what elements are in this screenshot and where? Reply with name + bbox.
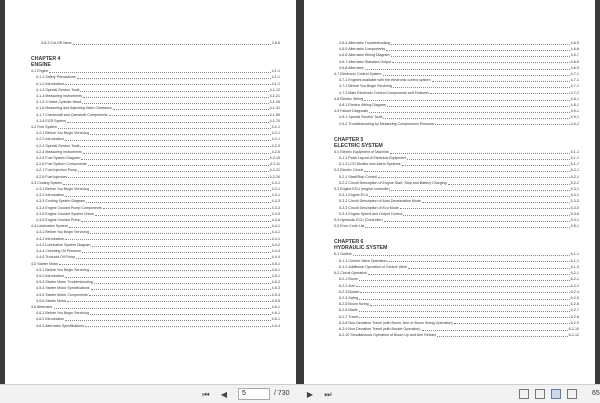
toc-entry-page: 4-7-1 xyxy=(570,78,579,83)
next-page-button[interactable]: ▶ xyxy=(306,390,314,399)
toc-dot-leader xyxy=(360,292,569,293)
toc-entry-page: 4-5-2 xyxy=(271,280,280,285)
toc-entry-title: 4-6-3 Alternator Specifications xyxy=(36,323,84,328)
toc-entry-title: 4-7-2 Before You Begin Servicing xyxy=(339,84,392,89)
toc-dot-leader xyxy=(65,84,270,85)
toc-dot-leader xyxy=(387,106,570,107)
toc-dot-leader xyxy=(86,202,270,203)
toc-dot-leader xyxy=(83,153,271,154)
chapter-heading: ENGINE xyxy=(31,62,51,69)
toc-dot-leader xyxy=(383,118,569,119)
toc-dot-leader xyxy=(78,171,268,172)
toc-entry-title: 6-2-10 Simultaneous Operation of Boom Up and Arm Retract xyxy=(339,333,436,338)
toc-dot-leader xyxy=(391,56,570,57)
toc-entry-title: 4-8-1 Electric Wiring Diagram xyxy=(339,103,386,108)
toc-entry-title: 4-2-3 Special Service Tools xyxy=(36,143,80,148)
toc-entry-page: 4-5-3 xyxy=(271,286,280,291)
toc-dot-leader xyxy=(89,295,271,296)
toc-entry-title: 6-1-1 Control Valve Operation xyxy=(339,258,387,263)
toc-entry-page: 4-5-5 xyxy=(271,298,280,303)
toc-dot-leader xyxy=(384,221,570,222)
toc-entry-title: 4-7-3 Main Electronic Control Components and Features xyxy=(339,90,430,95)
toc-entry-title: 3-6-3 Cut-Off Valve xyxy=(41,41,72,45)
toc-dot-leader xyxy=(54,308,271,309)
toc-dot-leader xyxy=(95,215,270,216)
toc-entry-page: 4-6-4 xyxy=(271,323,280,328)
toc-dot-leader xyxy=(353,255,570,256)
toc-dot-leader xyxy=(94,283,271,284)
toc-entry-title: 5-1-2 LCD Monitor and Alarm Systems xyxy=(339,162,401,167)
toc-entry-page: 5-1-1 xyxy=(570,156,579,161)
chapter-heading: ELECTRIC SYSTEM xyxy=(334,142,383,149)
toc-entry-title: 4-6-8 Alternator xyxy=(339,65,364,70)
toc-entry-title: 4-6 Alternator xyxy=(31,304,53,309)
toc-entry-title: 4-3-1 Before You Begin Servicing xyxy=(36,187,89,192)
toc-entry-title: 4-7-1 Engines available with the electronic control system xyxy=(339,78,431,83)
toc-entry-title: 4-6-6 Alternator Wiring Diagram xyxy=(339,53,390,58)
toc-entry-page: 4-5-1 xyxy=(271,261,280,266)
toc-entry-title: 4-4-4 Checking Oil Pressure xyxy=(36,249,82,254)
toc-entry-page: 4-7-1 xyxy=(570,84,579,89)
toc-dot-leader xyxy=(369,196,569,197)
toc-entry-page: 4-2-1 xyxy=(271,125,280,130)
toc-entry-page: 4-2-29 xyxy=(269,174,280,179)
zoom-level[interactable]: 65 xyxy=(592,390,600,397)
toc-entry-page: 4-6-5 xyxy=(570,41,579,45)
toc-dot-leader xyxy=(359,311,570,312)
toc-entry-page: 4-6-1 xyxy=(271,304,280,309)
toc-entry-title: 4-6-4 Alternator Troubleshooting xyxy=(339,41,391,45)
toc-entry-title: 4-1-8 EGR System xyxy=(36,118,67,123)
toc-dot-leader xyxy=(430,93,570,94)
toc-entry-page: 4-4-1 xyxy=(271,224,280,229)
grid-view-icon[interactable] xyxy=(567,389,577,399)
toc-entry-page: 4-4-2 xyxy=(271,242,280,247)
toc-dot-leader xyxy=(422,202,570,203)
toc-entry-title: 4-2-8 Fuel Injectors xyxy=(36,174,67,179)
toc-entry-title: 4-7 Electronic Control System xyxy=(334,72,382,77)
toc-dot-leader xyxy=(63,184,270,185)
toc-entry-page: 6-2-9 xyxy=(570,320,579,325)
toc-entry-title: 4-2-5 Fuel System Diagram xyxy=(36,156,80,161)
toc-entry[interactable] xyxy=(334,332,579,338)
toc-dot-leader xyxy=(65,196,270,197)
toc-entry-title: 4-1-6 Measuring and Adjusting Valve Clearance xyxy=(36,106,112,111)
toc-entry-page: 6-2-8 xyxy=(570,314,579,319)
toc-dot-leader xyxy=(49,72,270,73)
toc-entry-page: 6-2-6 xyxy=(570,302,579,307)
toc-entry-page: 4-3-5 xyxy=(271,211,280,216)
toc-entry-title: 4-4-3 Lubrication System Diagram xyxy=(36,242,91,247)
toc-entry-title: 4-4-5 Trochoid Oil Pump xyxy=(36,255,75,260)
toc-entry-page: 5-3-1 xyxy=(570,193,579,198)
toc-entry-title: 5-1 Electric Equipment of Machine xyxy=(334,149,389,154)
toc-dot-leader xyxy=(390,153,570,154)
toc-dot-leader xyxy=(69,227,271,228)
toc-entry-page: 4-1-1 xyxy=(271,69,280,74)
toc-page-right xyxy=(304,0,595,384)
toc-entry-title: 6-2-2 Arm xyxy=(339,283,355,288)
page-number-input[interactable]: 5 xyxy=(238,388,270,400)
toc-entry-page: 4-3-1 xyxy=(271,187,280,192)
toc-entry-page: 6-2-10 xyxy=(568,326,579,331)
toc-entry-page: 4-3-3 xyxy=(271,199,280,204)
toc-dot-leader xyxy=(76,258,271,259)
toc-dot-leader xyxy=(65,320,270,321)
toc-dot-leader xyxy=(65,277,270,278)
toc-dot-leader xyxy=(65,239,270,240)
page-total-label: / 730 xyxy=(274,390,290,397)
toc-entry-title: 5-3-2 Circuit Description of Auto Deceleration Mode xyxy=(339,199,421,204)
toc-entry-title: 6-2 Circuit Operation xyxy=(334,271,368,276)
toc-entry-title: 4-2 Fuel System xyxy=(31,125,58,130)
previous-page-button[interactable]: ◀ xyxy=(220,390,228,399)
toc-entry-page: 4-3-6 xyxy=(271,218,280,223)
toc-dot-leader xyxy=(67,301,270,302)
toc-dot-leader xyxy=(391,190,570,191)
toc-entry-page: 5-4-1 xyxy=(570,218,579,223)
viewer-toolbar xyxy=(0,384,600,403)
toc-entry-title: 5-2-1 Start/Stop Control xyxy=(339,174,377,179)
toc-dot-leader xyxy=(407,159,569,160)
toc-entry-title: 4-8 Electric Wiring xyxy=(334,96,364,101)
toc-dot-leader xyxy=(85,326,271,327)
toc-entry-title: 4-6-5 Alternator Components xyxy=(339,47,386,52)
toc-entry-title: 4-1-5 V-Valve Cylinder Head xyxy=(36,100,82,105)
toc-entry-page: 4-7-1 xyxy=(570,72,579,77)
toc-entry-title: 4-9-2 Troubleshooting by Measuring Compression Pressure xyxy=(339,121,435,126)
toc-entry-title: 4-3-5 Engine Coolant System Check xyxy=(36,211,95,216)
toc-dot-leader xyxy=(67,122,268,123)
toc-entry-title: 4-2-6 Fuel System Components xyxy=(36,162,87,167)
toc-entry-page: 4-1-21 xyxy=(269,94,280,99)
toc-entry-page: 4-3-1 xyxy=(271,193,280,198)
toc-dot-leader xyxy=(82,252,270,253)
toc-dot-leader xyxy=(383,75,570,76)
toc-entry-title: 4-3-2 Introduction xyxy=(36,193,65,198)
toc-entry-title: 6-1-2 Additional Operation of Control Valve xyxy=(339,264,408,269)
toc-entry-page: 5-3-6 xyxy=(570,211,579,216)
toc-entry-page: 6-2-5 xyxy=(570,295,579,300)
toc-entry-page: 4-5-1 xyxy=(271,273,280,278)
toc-dot-leader xyxy=(90,270,271,271)
toc-dot-leader xyxy=(369,112,570,113)
toc-dot-leader xyxy=(81,221,270,222)
toc-dot-leader xyxy=(80,91,268,92)
toc-dot-leader xyxy=(364,171,569,172)
toc-dot-leader xyxy=(365,69,570,70)
toc-entry-title: 4-5-1 Before You Begin Servicing xyxy=(36,267,89,272)
toc-entry[interactable] xyxy=(334,223,579,229)
toc-entry-title: 4-5-5 Starter Motor Components xyxy=(36,292,88,297)
toc-entry-page: 4-4-3 xyxy=(271,249,280,254)
toc-entry-title: 4-2-2 Introduction xyxy=(36,137,65,142)
scroll-view-icon[interactable] xyxy=(535,389,545,399)
toc-entry-title: 4-5-2 Introduction xyxy=(36,273,65,278)
toc-entry-page: 4-1-41 xyxy=(269,106,280,111)
toc-dot-leader xyxy=(370,305,570,306)
toc-entry-title: 5-5 Error Code List xyxy=(334,224,365,229)
toc-entry-title: 5-3-1 Engine ECU xyxy=(339,193,369,198)
toc-entry-page: 4-1-26 xyxy=(269,100,280,105)
toc-entry-page: 5-3-3 xyxy=(570,199,579,204)
toc-dot-leader xyxy=(83,97,269,98)
toc-entry[interactable] xyxy=(334,121,579,127)
chapter-heading: CHAPTER 6 xyxy=(334,239,364,246)
toc-entry-page: 4-2-3 xyxy=(271,143,280,148)
toc-dot-leader xyxy=(103,208,271,209)
toc-dot-leader xyxy=(422,330,568,331)
toc-entry-title: 5-2-2 Circuit Description of Engine Start, Stop and Battery Charging xyxy=(339,180,447,185)
toc-entry-page: 4-1-12 xyxy=(269,87,280,92)
toc-dot-leader xyxy=(58,128,270,129)
toc-entry-title: 6-2-5 Boom Swing xyxy=(339,302,369,307)
toc-dot-leader xyxy=(356,286,570,287)
toc-entry-page: 5-2-1 xyxy=(570,168,579,173)
toc-dot-leader xyxy=(90,233,271,234)
toc-entry-page: 4-6-8 xyxy=(570,59,579,64)
toc-entry-page: 6-2-2 xyxy=(570,283,579,288)
toc-dot-leader xyxy=(73,44,271,45)
toc-dot-leader xyxy=(77,78,271,79)
toc-dot-leader xyxy=(90,314,271,315)
toc-dot-leader xyxy=(68,177,269,178)
toc-entry-title: 4-5-4 Starter Motor Specifications xyxy=(36,286,90,291)
chapter-heading: CHAPTER 5 xyxy=(334,136,364,143)
toc-entry-title: 4-2-1 Before You Begin Servicing xyxy=(36,131,89,136)
toc-entry-page: 4-3-4 xyxy=(271,205,280,210)
toc-entry-title: 6-2-7 Travel xyxy=(339,314,359,319)
toc-entry-title: 4-1-3 Special Service Tools xyxy=(36,87,80,92)
toc-entry-title: 4-5 Starter Motor xyxy=(31,261,59,266)
toc-dot-leader xyxy=(402,165,570,166)
toc-entry-title: 4-6-7 Alternator Standard Output xyxy=(339,59,392,64)
toc-entry-title: 4-3-6 Engine Coolant Pump xyxy=(36,218,81,223)
toc-dot-leader xyxy=(437,336,568,337)
toc-entry-page: 4-9-2 xyxy=(570,121,579,126)
toc-dot-leader xyxy=(391,44,569,45)
toc-entry-title: 5-3-3 Circuit Description of Eco Mode xyxy=(339,205,399,210)
toc-dot-leader xyxy=(359,280,570,281)
toc-entry-page: 4-2-21 xyxy=(269,168,280,173)
chapter-heading: CHAPTER 4 xyxy=(31,56,61,63)
last-page-button[interactable]: ⏭ xyxy=(324,390,332,399)
toc-dot-leader xyxy=(386,50,569,51)
toc-entry-title: 5-4 Hydraulic ECU (Controller) xyxy=(334,218,383,223)
toc-entry-page: 3-6-6 xyxy=(271,41,280,45)
toc-entry-title: 6-2-8 Non-Deviation Travel (with Boom, Arm or Boom Swing Operation) xyxy=(339,320,453,325)
toc-entry-page: 5-3-5 xyxy=(570,205,579,210)
toc-entry-page: 4-1-70 xyxy=(269,118,280,123)
toc-dot-leader xyxy=(368,274,569,275)
toc-dot-leader xyxy=(364,100,569,101)
toc-entry[interactable] xyxy=(31,323,280,329)
toc-entry-title: 4-1 Engine xyxy=(31,69,49,74)
toc-entry-page: 4-2-1 xyxy=(271,137,280,142)
toc-entry-page: 6-1-1 xyxy=(570,258,579,263)
toc-dot-leader xyxy=(92,246,271,247)
toc-entry-page: 4-8-1 xyxy=(570,96,579,101)
toc-entry-page: 5-2-1 xyxy=(570,174,579,179)
toc-dot-leader xyxy=(65,140,270,141)
toc-entry-page: 6-2-1 xyxy=(570,277,579,282)
toc-entry-page: 4-4-1 xyxy=(271,236,280,241)
first-page-button[interactable]: ⏮ xyxy=(202,390,210,399)
toc-dot-leader xyxy=(91,289,271,290)
two-page-view-icon[interactable] xyxy=(551,389,561,399)
toc-entry-page: 4-7-2 xyxy=(570,90,579,95)
toc-entry-page: 4-4-1 xyxy=(271,230,280,235)
toc-dot-leader xyxy=(90,134,271,135)
toc-entry-page: 4-2-5 xyxy=(271,149,280,154)
toc-entry-page: 4-2-1 xyxy=(271,131,280,136)
toc-entry-page: 5-5-1 xyxy=(570,224,579,229)
toc-entry-title: 6-2-4 Swing xyxy=(339,295,359,300)
toc-entry-title: 4-6-1 Before You Begin Servicing xyxy=(36,311,89,316)
toc-entry-page: 4-9-1 xyxy=(570,109,579,114)
toc-entry-page: 4-4-4 xyxy=(271,255,280,260)
toc-entry-title: 5-3 Engine ECU (engine controller) xyxy=(334,187,390,192)
toc-dot-leader xyxy=(435,124,570,125)
toc-entry-title: 4-5-6 Starter Motor xyxy=(36,298,67,303)
toc-entry-title: 6-2-1 Boom xyxy=(339,277,358,282)
toc-entry-title: 5-1-1 Parts Layout of Electrical Equipment xyxy=(339,156,407,161)
toc-entry-title: 4-1-7 Crankshaft and Camshaft Components xyxy=(36,112,108,117)
toc-entry-page: 4-9-1 xyxy=(570,115,579,120)
toc-entry-title: 4-6-2 Introduction xyxy=(36,317,65,322)
toc-dot-leader xyxy=(454,323,570,324)
toc-entry-title: 4-5-3 Starter Motor Troubleshooting xyxy=(36,280,93,285)
toc-entry-page: 5-2-2 xyxy=(570,180,579,185)
toc-entry-title: 4-3 Cooling System xyxy=(31,180,63,185)
toc-entry-title: 4-3-4 Engine Coolant Pump Components xyxy=(36,205,102,210)
toc-dot-leader xyxy=(90,190,271,191)
toc-dot-leader xyxy=(387,261,569,262)
toc-dot-leader xyxy=(82,103,268,104)
toc-entry-title: 5-3-4 Engine Speed and Output Control xyxy=(339,211,403,216)
toc-entry-title: 6-2-9 Non-Deviation Travel (with Bucket Operation) xyxy=(339,326,421,331)
toc-dot-leader xyxy=(365,227,569,228)
toc-entry-page: 4-6-1 xyxy=(271,311,280,316)
toc-entry-page: 4-5-4 xyxy=(271,292,280,297)
toc-dot-leader xyxy=(403,215,569,216)
toc-entry-page: 6-2-1 xyxy=(570,271,579,276)
single-page-view-icon[interactable] xyxy=(519,389,529,399)
toc-dot-leader xyxy=(359,299,569,300)
toc-entry-page: 4-6-6 xyxy=(570,47,579,52)
toc-dot-leader xyxy=(408,268,570,269)
toc-dot-leader xyxy=(432,81,570,82)
toc-entry-title: 6-2-6 Blade xyxy=(339,308,358,313)
toc-dot-leader xyxy=(109,115,269,116)
toc-dot-leader xyxy=(59,264,270,265)
toc-entry-page: 4-5-1 xyxy=(271,267,280,272)
toc-entry[interactable] xyxy=(31,40,280,46)
toc-entry-title: 5-2 Electric Circuit xyxy=(334,168,364,173)
toc-dot-leader xyxy=(113,109,269,110)
toc-entry-page: 6-2-4 xyxy=(570,289,579,294)
toc-entry-page: 4-6-1 xyxy=(271,317,280,322)
toc-entry-page: 5-3-1 xyxy=(570,187,579,192)
toc-entry-page: 4-1-50 xyxy=(269,112,280,117)
toc-dot-leader xyxy=(400,208,570,209)
toc-entry-page: 6-2-12 xyxy=(568,333,579,338)
toc-dot-leader xyxy=(393,87,570,88)
toc-dot-leader xyxy=(359,317,569,318)
toc-entry-page: 6-2-7 xyxy=(570,308,579,313)
toc-entry-title: 4-3-3 Cooling System Diagram xyxy=(36,199,86,204)
toc-entry-page: 5-1-1 xyxy=(570,149,579,154)
toc-entry-title: 4-4-2 Introduction xyxy=(36,236,65,241)
toc-entry-title: 4-9-1 Special Service Tools xyxy=(339,115,383,120)
toc-entry-page: 4-8-1 xyxy=(570,103,579,108)
toc-dot-leader xyxy=(392,62,569,63)
toc-entry-page: 5-1-7 xyxy=(570,162,579,167)
toc-entry-page: 6-1-3 xyxy=(570,264,579,269)
toc-entry-page: 4-2-10 xyxy=(269,156,280,161)
toc-entry-title: 4-4 Lubrication System xyxy=(31,224,68,229)
toc-entry-title: 6-1 Outline xyxy=(334,252,352,257)
toc-dot-leader xyxy=(81,159,269,160)
toc-entry-title: 4-1-4 Measuring Instruments xyxy=(36,94,82,99)
toc-entry-title: 4-4-1 Before You Begin Servicing xyxy=(36,230,89,235)
toc-entry-page: 4-1-1 xyxy=(271,81,280,86)
toc-dot-leader xyxy=(378,177,570,178)
toc-dot-leader xyxy=(88,165,269,166)
toc-entry-title: 4-1-2 Introduction xyxy=(36,81,65,86)
toc-entry-title: 4-9 Failure Diagnosis xyxy=(334,109,368,114)
chapter-heading: HYDRAULIC SYSTEM xyxy=(334,245,388,252)
toc-entry-title: 4-1-1 Safety Precautions xyxy=(36,75,76,80)
toc-page-left xyxy=(5,0,296,384)
toc-dot-leader xyxy=(448,184,570,185)
toc-entry-page: 4-2-11 xyxy=(269,162,280,167)
toc-entry-page: 4-6-9 xyxy=(570,65,579,70)
toc-dot-leader xyxy=(80,146,270,147)
toc-entry-page: 4-1-1 xyxy=(271,75,280,80)
toc-entry-title: 6-2-3 Bucket xyxy=(339,289,360,294)
toc-entry-page: 4-3-1 xyxy=(271,180,280,185)
toc-entry-title: 4-2-7 Fuel Injection Pump xyxy=(36,168,78,173)
toc-entry-page: 6-1-1 xyxy=(570,252,579,257)
toc-entry-page: 4-6-7 xyxy=(570,53,579,58)
toc-entry-title: 4-2-4 Measuring Instruments xyxy=(36,149,82,154)
